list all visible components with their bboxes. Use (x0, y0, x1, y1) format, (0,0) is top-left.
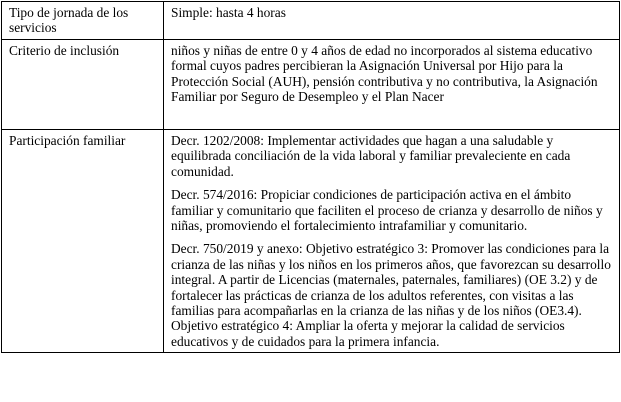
table-row-jornada (2, 2, 620, 40)
row-label-jornada: Tipo de jornada de los servicios (2, 2, 164, 40)
table-row-criterio (2, 40, 620, 130)
policy-table (1, 1, 620, 353)
jornada-paragraph: Simple: hasta 4 horas (171, 5, 286, 20)
criterio-paragraph: niños y niñas de entre 0 y 4 años de edad no incorporados al sistema educativo formal cuyos padres percibieran la Asignación Universal por Hijo para la Protección Social (AUH), pensión contributiva y no contributiva, la Asignación Familiar por Seguro de Desempleo y el Plan Nacer (171, 43, 598, 105)
row-label-participacion: Participación familiar (2, 130, 164, 353)
row-value-criterio (164, 40, 620, 130)
decree-750-paragraph: Decr. 750/2019 y anexo: Objetivo estratégico 3: Promover las condiciones para la crianza de las niñas y los niños en los primeros años, que favorezcan su desarrollo integral. A partir de Licencias (maternales, paternales, familiares) (OE 3.2) y de fortalecer las prácticas de crianza de los adultos referentes, con visitas a las familias para acompañarlas en la crianza de las niñas y de los niños (OE3.4). Objetivo estratégico 4: Ampliar la oferta y mejorar la calidad de servicios educativos y de cuidados para la primera infancia. (171, 241, 611, 349)
decree-574-paragraph: Decr. 574/2016: Propiciar condiciones de participación activa en el ámbito familiar y comunitario que faciliten el proceso de crianza y desarrollo de niños y niñas, promoviendo el fortalecimiento intrafamiliar y comunitario. (171, 187, 603, 234)
row-value-jornada (164, 2, 620, 40)
decree-1202-paragraph: Decr. 1202/2008: Implementar actividades que hagan a una saludable y equilibrada conciliación de la vida laboral y familiar prevaleciente en cada comunidad. (171, 133, 571, 179)
row-label-criterio: Criterio de inclusión (2, 40, 164, 130)
table-row-participacion (2, 130, 620, 353)
row-value-participacion (164, 130, 620, 353)
